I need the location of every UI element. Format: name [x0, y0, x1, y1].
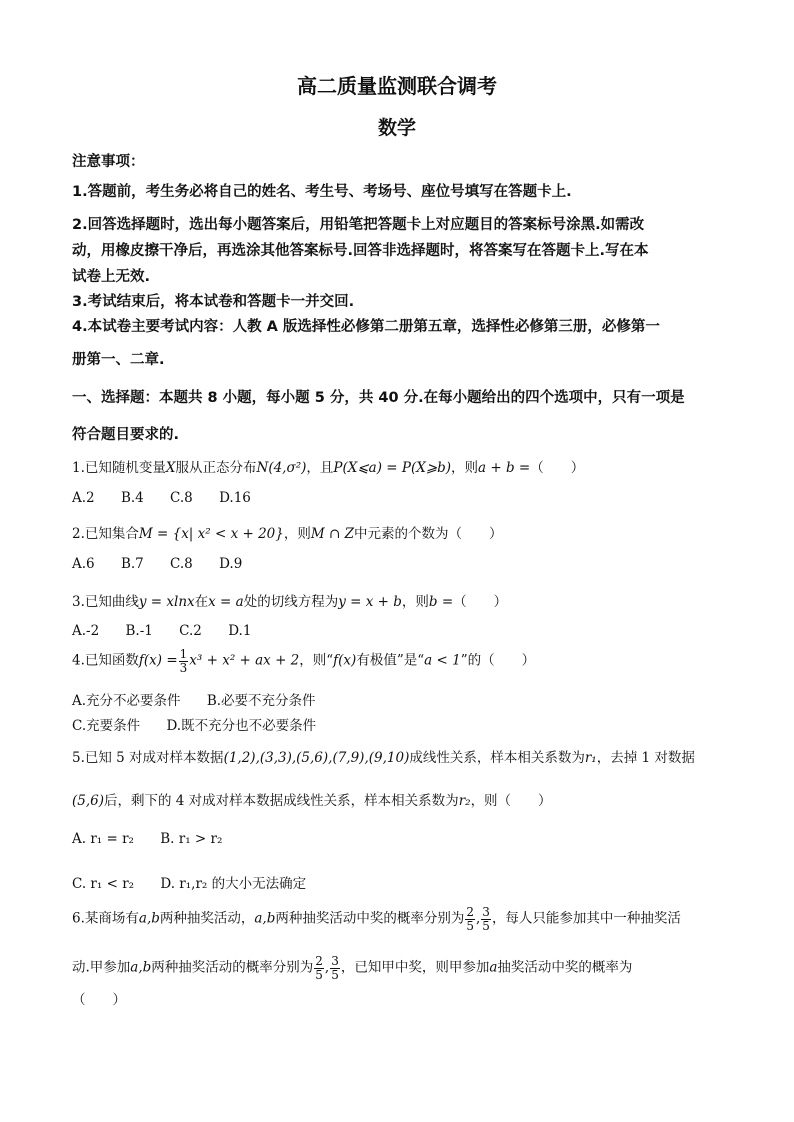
q4-options-row1: [72, 689, 338, 709]
q3-math-curve: y = xlnx: [138, 594, 195, 610]
q5-option-d[interactable]: D. r₁,r₂ 的大小无法确定: [160, 876, 307, 892]
q2-option-c[interactable]: C.8: [170, 556, 193, 572]
q4-options-row2: [72, 714, 338, 734]
q6-fraction-4: [330, 955, 340, 981]
note-line-7: 册第一、二章.: [72, 352, 165, 368]
q2-text-2: ，则: [283, 526, 311, 542]
exam-subject: 数学: [377, 117, 416, 139]
q6-text-1: 6.某商场有: [72, 910, 139, 927]
q6-math-ab-2: a,b: [254, 910, 276, 927]
q4-text-2: ，则“: [299, 652, 334, 669]
q5-options-row2: [72, 872, 328, 892]
q3-math-point: x = a: [208, 594, 244, 610]
note-line-1: 1.答题前，考生务必将自己的姓名、考生号、考场号、座位号填写在答题卡上.: [72, 184, 572, 200]
q2-math-intersect: M ∩ Z: [310, 526, 354, 542]
note-line-2: 2.回答选择题时，选出每小题答案后，用铅笔把答题卡上对应题目的答案标号涂黑.如需改: [72, 217, 645, 233]
q2-option-a[interactable]: A.6: [72, 556, 95, 572]
q3-bracket: （ ）: [453, 594, 508, 610]
q1-math-sum: a + b =: [478, 460, 531, 476]
question-6-line-2: 动.甲参加a,b两种抽奖活动的概率分别为 $\frac{2}{5}$ , $\frac{3}{5}$ ，已知甲中奖，则甲参加a抽奖活动中奖的概率为: [72, 954, 633, 982]
question-5-line-2: [72, 789, 732, 809]
q6-frac1-den: 5: [466, 918, 474, 933]
q1-text-1: 1.已知随机变量: [72, 460, 166, 476]
q4-math-lhs: f(x) =: [138, 652, 178, 669]
q3-option-b[interactable]: B.-1: [125, 623, 153, 639]
question-6-bracket: （ ）: [72, 992, 126, 1008]
notes-heading: 注意事项：: [72, 154, 145, 170]
question-4: [72, 648, 732, 674]
q4-option-a[interactable]: A.充分不必要条件: [72, 693, 181, 709]
q3-text-4: ，则: [401, 594, 429, 610]
q3-text-1: 3.已知曲线: [72, 594, 139, 610]
q2-math-set: M = {x| x² < x + 20}: [138, 526, 284, 542]
q6-math-ab-3: a,b: [130, 959, 152, 976]
question-6-line-1: 6.某商场有a,b两种抽奖活动，a,b两种抽奖活动中奖的概率分别为 $\frac{2}{5}$ , $\frac{3}{5}$ ，每人只能参加其中一种抽奖活: [72, 905, 681, 933]
q3-option-d[interactable]: D.1: [228, 623, 252, 639]
q6-frac4-den: 5: [331, 967, 339, 982]
q6-text-6: 两种抽奖活动的概率分别为: [151, 959, 314, 976]
q6-frac2-den: 5: [482, 918, 490, 933]
q5-text-2: 成线性关系，样本相关系数为: [409, 750, 585, 766]
q6-math-a: a: [489, 959, 498, 976]
q6-fraction-3: [314, 955, 324, 981]
q1-text-4: ，则: [451, 460, 479, 476]
q3-text-2: 在: [194, 594, 209, 610]
q3-options: [72, 623, 273, 639]
question-5-line-1: [72, 746, 732, 766]
q4-option-c[interactable]: C.充要条件: [72, 718, 141, 734]
q5-option-a[interactable]: A. r₁ = r₂: [72, 831, 134, 847]
note-line-3: 动，用橡皮擦干净后，再选涂其他答案标号.回答非选择题时，将答案写在答题卡上.写在本: [72, 243, 649, 259]
q3-option-c[interactable]: C.2: [179, 623, 202, 639]
note-line-4: 试卷上无效.: [72, 269, 151, 285]
exam-title: 高二质量监测联合调考: [297, 74, 497, 98]
question-1: [72, 456, 732, 476]
q1-option-c[interactable]: C.8: [170, 490, 193, 506]
q4-math-cond: a < 1: [424, 652, 461, 669]
q3-math-tangent: y = x + b: [338, 594, 402, 610]
q5-option-c[interactable]: C. r₁ < r₂: [72, 876, 135, 892]
q4-option-b[interactable]: B.必要不充分条件: [206, 693, 316, 709]
note-line-6: 4.本试卷主要考试内容：人教 A 版选择性必修第二册第五章，选择性必修第三册，必修第一: [72, 319, 660, 335]
q1-option-b[interactable]: B.4: [120, 490, 144, 506]
q5-math-r2: r₂: [458, 793, 471, 809]
q1-text-2: 服从正态分布: [175, 460, 257, 476]
q2-text-1: 2.已知集合: [72, 526, 139, 542]
q4-fraction: [179, 648, 189, 674]
q6-text-7: ，已知甲中奖，则甲参加: [340, 959, 490, 976]
q5-text-4: 后，剩下的 4 对成对样本数据成线性关系，样本相关系数为: [104, 793, 459, 809]
q1-option-a[interactable]: A.2: [72, 490, 95, 506]
q6-frac4-num: 3: [331, 954, 339, 968]
section-heading-line2: 符合题目要求的.: [72, 427, 180, 443]
q1-options: [72, 490, 273, 506]
q4-frac-num: 1: [179, 647, 188, 661]
question-2: [72, 522, 732, 542]
q3-option-a[interactable]: A.-2: [72, 623, 100, 639]
q1-option-d[interactable]: D.16: [219, 490, 251, 506]
q6-text-8: 抽奖活动中奖的概率为: [497, 959, 633, 976]
q6-text-5: 动.甲参加: [72, 959, 131, 976]
q6-frac3-den: 5: [315, 967, 323, 982]
q6-text-2: 两种抽奖活动，: [159, 910, 255, 927]
q6-math-ab-1: a,b: [138, 910, 160, 927]
q2-option-b[interactable]: B.7: [120, 556, 144, 572]
q6-text-4: ，每人只能参加其中一种抽奖活: [491, 910, 681, 927]
q3-text-3: 处的切线方程为: [243, 594, 339, 610]
q5-options-row1: [72, 831, 244, 847]
q5-math-r1: r₁: [584, 750, 597, 766]
q6-fraction-2: [481, 906, 491, 932]
q5-text-3: ，去掉 1 对数据: [596, 750, 695, 766]
q2-options: [72, 556, 264, 572]
q1-text-3: ，且: [306, 460, 334, 476]
q5-math-removed: (5,6): [72, 793, 105, 809]
q5-text-1: 5.已知 5 对成对样本数据: [72, 750, 224, 766]
q5-math-data: (1,2),(3,3),(5,6),(7,9),(9,10): [223, 750, 410, 766]
note-line-5: 3.考试结束后，将本试卷和答题卡一并交回.: [72, 294, 355, 310]
q2-text-3: 中元素的个数为（ ）: [353, 526, 503, 542]
q1-math-normal: N(4,σ²): [256, 460, 307, 476]
q6-frac1-num: 2: [466, 905, 474, 919]
q1-math-prob: P(X⩽a) = P(X⩾b): [333, 460, 452, 476]
q4-frac-den: 3: [179, 660, 188, 675]
q6-frac2-num: 3: [482, 905, 490, 919]
q4-text-1: 4.已知函数: [72, 652, 139, 669]
q5-option-b[interactable]: B. r₁ > r₂: [160, 831, 223, 847]
question-3: [72, 590, 732, 610]
q1-bracket: （ ）: [530, 460, 585, 476]
q2-option-d[interactable]: D.9: [219, 556, 243, 572]
q4-math-rhs: x³ + x² + ax + 2: [189, 652, 300, 669]
q6-frac3-num: 2: [315, 954, 323, 968]
section-heading-line1: 一、选择题：本题共 8 小题，每小题 5 分，共 40 分.在每小题给出的四个选项中，只有一项是: [72, 390, 685, 406]
q6-text-3: 两种抽奖活动中奖的概率分别为: [275, 910, 465, 927]
q1-math-x: X: [165, 460, 176, 476]
q4-option-d[interactable]: D.既不充分也不必要条件: [166, 718, 317, 734]
q5-text-5: ，则（ ）: [470, 793, 552, 809]
q6-fraction-1: [465, 906, 475, 932]
q4-math-fx: f(x): [333, 652, 357, 669]
q3-math-b: b =: [428, 594, 454, 610]
q4-text-3: 有极值”是“: [356, 652, 425, 669]
q4-text-4: ”的（ ）: [460, 652, 536, 669]
